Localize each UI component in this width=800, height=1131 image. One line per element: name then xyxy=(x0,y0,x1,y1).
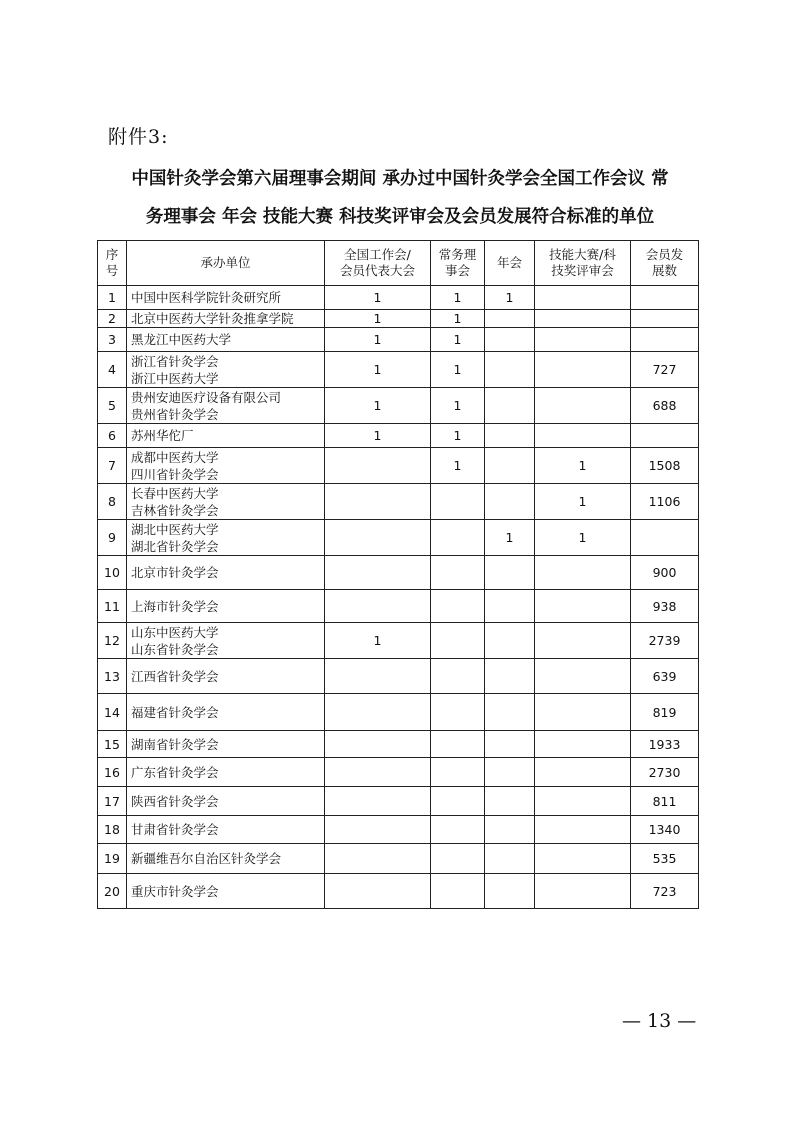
row-index: 3 xyxy=(98,328,127,352)
table-row xyxy=(98,816,699,844)
row-annual-meeting xyxy=(485,388,535,424)
table-row xyxy=(98,556,699,590)
row-contest-award xyxy=(535,874,631,909)
row-national-meeting xyxy=(325,694,431,731)
row-member-growth xyxy=(631,328,699,352)
row-annual-meeting xyxy=(485,484,535,520)
row-unit xyxy=(127,448,325,484)
unit-name: 吉林省针灸学会 xyxy=(131,502,219,518)
row-contest-award: 1 xyxy=(535,520,631,556)
row-index: 16 xyxy=(98,758,127,787)
row-annual-meeting xyxy=(485,659,535,694)
row-annual-meeting xyxy=(485,328,535,352)
row-national-meeting xyxy=(325,816,431,844)
row-unit xyxy=(127,731,325,758)
document-title-line-2: 务理事会 年会 技能大赛 科技奖评审会及会员发展符合标准的单位 xyxy=(145,207,655,227)
row-annual-meeting xyxy=(485,448,535,484)
table-row xyxy=(98,484,699,520)
unit-name: 北京市针灸学会 xyxy=(131,565,219,580)
row-member-growth: 1933 xyxy=(631,731,699,758)
row-standing-council xyxy=(431,623,485,659)
row-standing-council: 1 xyxy=(431,286,485,310)
row-annual-meeting xyxy=(485,352,535,388)
row-index: 4 xyxy=(98,352,127,388)
row-member-growth: 727 xyxy=(631,352,699,388)
row-unit xyxy=(127,484,325,520)
header-national-meeting: 全国工作会/ 会员代表大会 xyxy=(325,241,431,286)
row-annual-meeting xyxy=(485,623,535,659)
row-national-meeting xyxy=(325,448,431,484)
row-national-meeting xyxy=(325,590,431,623)
row-standing-council xyxy=(431,590,485,623)
row-member-growth xyxy=(631,424,699,448)
row-contest-award xyxy=(535,844,631,874)
row-index: 7 xyxy=(98,448,127,484)
row-member-growth xyxy=(631,520,699,556)
unit-name: 苏州华佗厂 xyxy=(131,428,194,443)
table-row xyxy=(98,352,699,388)
unit-name: 新疆维吾尔自治区针灸学会 xyxy=(131,851,282,866)
row-standing-council xyxy=(431,874,485,909)
row-contest-award xyxy=(535,694,631,731)
table-row xyxy=(98,787,699,816)
unit-name: 四川省针灸学会 xyxy=(131,466,219,482)
table-row xyxy=(98,424,699,448)
table-row xyxy=(98,448,699,484)
row-standing-council xyxy=(431,520,485,556)
header-index: 序 号 xyxy=(98,241,127,286)
table-row xyxy=(98,659,699,694)
row-member-growth: 1340 xyxy=(631,816,699,844)
table-row xyxy=(98,590,699,623)
table-row xyxy=(98,286,699,310)
row-annual-meeting: 1 xyxy=(485,286,535,310)
row-member-growth: 639 xyxy=(631,659,699,694)
row-standing-council xyxy=(431,694,485,731)
row-contest-award xyxy=(535,388,631,424)
row-national-meeting xyxy=(325,874,431,909)
table-row xyxy=(98,694,699,731)
unit-name: 湖北中医药大学 xyxy=(131,521,219,537)
row-unit xyxy=(127,556,325,590)
table-row xyxy=(98,310,699,328)
row-index: 18 xyxy=(98,816,127,844)
row-contest-award xyxy=(535,556,631,590)
unit-name: 成都中医药大学 xyxy=(131,449,219,465)
row-national-meeting xyxy=(325,556,431,590)
row-standing-council: 1 xyxy=(431,388,485,424)
row-national-meeting xyxy=(325,484,431,520)
row-national-meeting xyxy=(325,731,431,758)
row-annual-meeting xyxy=(485,758,535,787)
row-index: 20 xyxy=(98,874,127,909)
row-member-growth: 811 xyxy=(631,787,699,816)
row-standing-council xyxy=(431,731,485,758)
row-standing-council xyxy=(431,556,485,590)
row-member-growth: 535 xyxy=(631,844,699,874)
row-unit xyxy=(127,787,325,816)
unit-name: 山东省针灸学会 xyxy=(131,641,219,657)
row-national-meeting xyxy=(325,844,431,874)
row-unit xyxy=(127,758,325,787)
row-national-meeting xyxy=(325,787,431,816)
row-unit xyxy=(127,874,325,909)
row-index: 10 xyxy=(98,556,127,590)
row-contest-award: 1 xyxy=(535,448,631,484)
row-contest-award xyxy=(535,286,631,310)
row-index: 14 xyxy=(98,694,127,731)
header-member-growth: 会员发 展数 xyxy=(631,241,699,286)
row-index: 17 xyxy=(98,787,127,816)
row-national-meeting xyxy=(325,758,431,787)
row-national-meeting: 1 xyxy=(325,623,431,659)
row-contest-award xyxy=(535,758,631,787)
row-standing-council xyxy=(431,484,485,520)
row-standing-council: 1 xyxy=(431,424,485,448)
row-unit xyxy=(127,328,325,352)
table-row xyxy=(98,844,699,874)
row-national-meeting: 1 xyxy=(325,352,431,388)
row-national-meeting: 1 xyxy=(325,286,431,310)
row-unit xyxy=(127,286,325,310)
row-unit xyxy=(127,520,325,556)
row-unit xyxy=(127,424,325,448)
row-standing-council xyxy=(431,659,485,694)
row-contest-award xyxy=(535,590,631,623)
units-table xyxy=(97,240,699,909)
unit-name: 上海市针灸学会 xyxy=(131,598,219,614)
row-member-growth xyxy=(631,286,699,310)
row-national-meeting xyxy=(325,520,431,556)
row-annual-meeting xyxy=(485,556,535,590)
page-number: — 13 — xyxy=(622,1010,697,1032)
row-annual-meeting xyxy=(485,874,535,909)
row-index: 19 xyxy=(98,844,127,874)
header-contest-award: 技能大赛/科 技奖评审会 xyxy=(535,241,631,286)
unit-name: 广东省针灸学会 xyxy=(131,764,219,780)
unit-name: 湖北省针灸学会 xyxy=(131,538,219,554)
row-contest-award: 1 xyxy=(535,484,631,520)
row-contest-award xyxy=(535,659,631,694)
unit-name: 湖南省针灸学会 xyxy=(131,736,219,752)
row-standing-council: 1 xyxy=(431,328,485,352)
unit-name: 浙江省针灸学会 xyxy=(131,353,219,369)
header-annual-meeting: 年会 xyxy=(485,241,535,286)
row-member-growth: 819 xyxy=(631,694,699,731)
row-member-growth: 2739 xyxy=(631,623,699,659)
row-annual-meeting xyxy=(485,590,535,623)
row-member-growth: 1106 xyxy=(631,484,699,520)
row-national-meeting: 1 xyxy=(325,424,431,448)
row-annual-meeting xyxy=(485,424,535,448)
row-unit xyxy=(127,590,325,623)
row-contest-award xyxy=(535,424,631,448)
unit-name: 北京中医药大学针灸推拿学院 xyxy=(131,311,294,326)
row-index: 9 xyxy=(98,520,127,556)
unit-name: 中国中医科学院针灸研究所 xyxy=(131,290,282,305)
row-annual-meeting xyxy=(485,816,535,844)
attachment-label: 附件3: xyxy=(108,126,169,148)
row-annual-meeting: 1 xyxy=(485,520,535,556)
row-index: 11 xyxy=(98,590,127,623)
row-contest-award xyxy=(535,816,631,844)
table-row xyxy=(98,874,699,909)
row-index: 2 xyxy=(98,310,127,328)
row-unit xyxy=(127,310,325,328)
row-standing-council: 1 xyxy=(431,448,485,484)
table-header-row xyxy=(98,241,699,286)
row-unit xyxy=(127,694,325,731)
row-index: 15 xyxy=(98,731,127,758)
unit-name: 贵州安迪医疗设备有限公司 xyxy=(131,389,282,405)
row-national-meeting: 1 xyxy=(325,328,431,352)
row-annual-meeting xyxy=(485,787,535,816)
table-row xyxy=(98,520,699,556)
row-member-growth: 1508 xyxy=(631,448,699,484)
row-index: 1 xyxy=(98,286,127,310)
unit-name: 福建省针灸学会 xyxy=(131,704,219,720)
row-member-growth: 723 xyxy=(631,874,699,909)
row-index: 8 xyxy=(98,484,127,520)
row-index: 13 xyxy=(98,659,127,694)
table-row xyxy=(98,328,699,352)
row-national-meeting: 1 xyxy=(325,388,431,424)
row-member-growth: 2730 xyxy=(631,758,699,787)
row-member-growth: 688 xyxy=(631,388,699,424)
row-standing-council xyxy=(431,787,485,816)
unit-name: 甘肃省针灸学会 xyxy=(131,822,219,837)
row-member-growth xyxy=(631,310,699,328)
row-standing-council: 1 xyxy=(431,352,485,388)
table-row xyxy=(98,388,699,424)
unit-name: 重庆市针灸学会 xyxy=(131,883,219,899)
header-unit: 承办单位 xyxy=(127,241,325,286)
row-index: 5 xyxy=(98,388,127,424)
row-unit xyxy=(127,352,325,388)
table-row xyxy=(98,623,699,659)
row-annual-meeting xyxy=(485,844,535,874)
row-annual-meeting xyxy=(485,694,535,731)
unit-name: 贵州省针灸学会 xyxy=(131,406,219,422)
row-annual-meeting xyxy=(485,310,535,328)
document-title-line-1: 中国针灸学会第六届理事会期间 承办过中国针灸学会全国工作会议 常 xyxy=(131,169,669,189)
row-standing-council xyxy=(431,758,485,787)
table-row xyxy=(98,731,699,758)
row-member-growth: 938 xyxy=(631,590,699,623)
row-contest-award xyxy=(535,731,631,758)
row-contest-award xyxy=(535,787,631,816)
row-unit xyxy=(127,844,325,874)
table-row xyxy=(98,758,699,787)
row-unit xyxy=(127,388,325,424)
row-unit xyxy=(127,816,325,844)
unit-name: 山东中医药大学 xyxy=(131,624,219,640)
unit-name: 黑龙江中医药大学 xyxy=(131,332,232,347)
row-contest-award xyxy=(535,328,631,352)
row-index: 12 xyxy=(98,623,127,659)
unit-name: 长春中医药大学 xyxy=(131,485,219,501)
row-contest-award xyxy=(535,310,631,328)
row-contest-award xyxy=(535,352,631,388)
header-standing-council: 常务理 事会 xyxy=(431,241,485,286)
row-member-growth: 900 xyxy=(631,556,699,590)
unit-name: 浙江中医药大学 xyxy=(131,370,219,386)
row-index: 6 xyxy=(98,424,127,448)
unit-name: 陕西省针灸学会 xyxy=(131,793,219,809)
row-unit xyxy=(127,623,325,659)
row-standing-council xyxy=(431,844,485,874)
row-standing-council xyxy=(431,816,485,844)
row-contest-award xyxy=(535,623,631,659)
row-unit xyxy=(127,659,325,694)
row-standing-council: 1 xyxy=(431,310,485,328)
row-national-meeting: 1 xyxy=(325,310,431,328)
unit-name: 江西省针灸学会 xyxy=(131,668,219,684)
row-annual-meeting xyxy=(485,731,535,758)
row-national-meeting xyxy=(325,659,431,694)
